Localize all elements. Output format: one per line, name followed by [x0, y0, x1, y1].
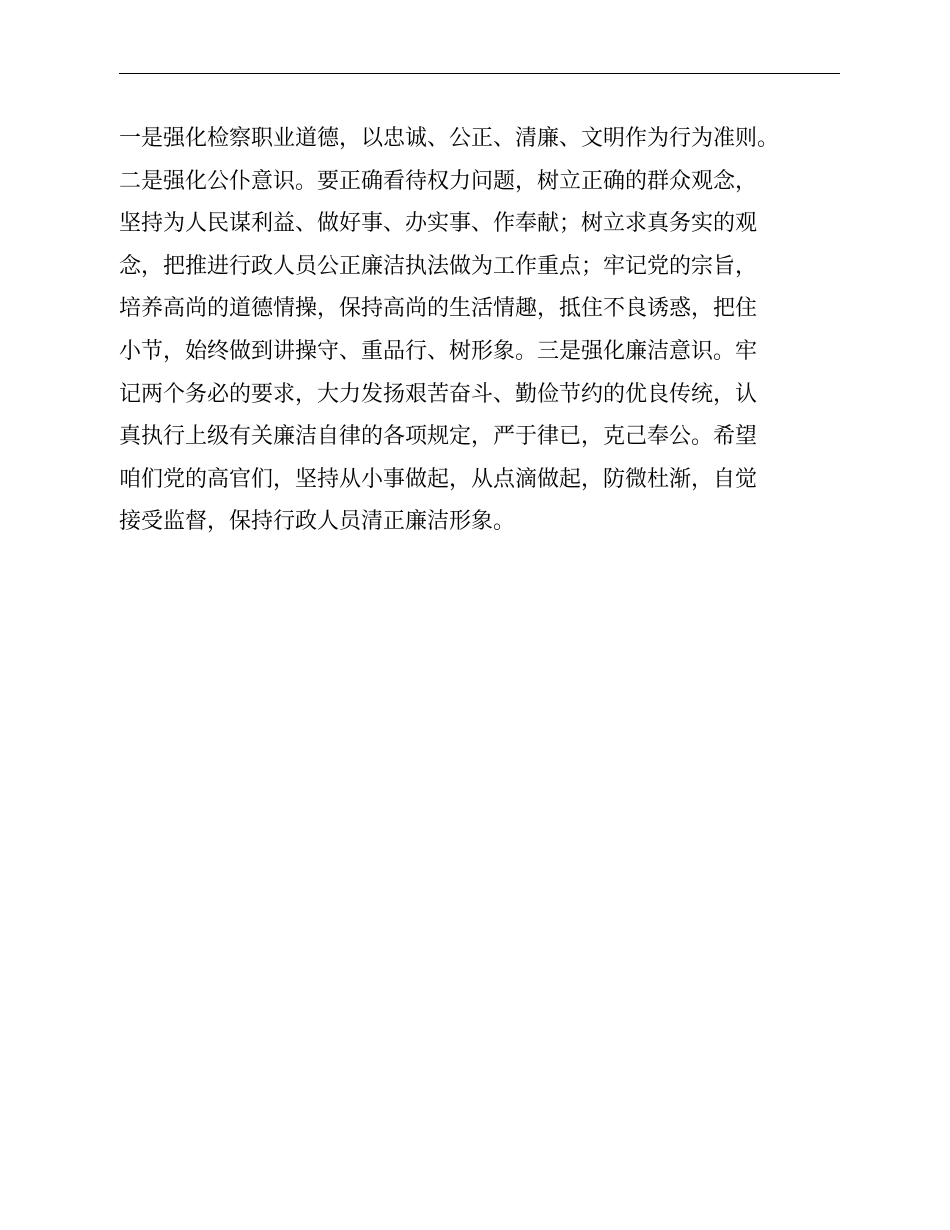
text-line: 二是强化公仆意识。要正确看待权力问题，树立正确的群众观念，	[119, 168, 758, 194]
text-line: 培养高尚的道德情操，保持高尚的生活情趣，抵住不良诱惑，把住	[119, 296, 758, 322]
text-line: 真执行上级有关廉洁自律的各项规定，严于律已，克己奉公。希望	[119, 424, 758, 450]
header-divider	[119, 73, 840, 74]
body-paragraph	[119, 118, 859, 544]
text-line: 记两个务必的要求，大力发扬艰苦奋斗、勤俭节约的优良传统，认	[119, 381, 758, 407]
text-line: 小节，始终做到讲操守、重品行、树形象。三是强化廉洁意识。牢	[119, 338, 758, 364]
text-line: 念，把推进行政人员公正廉洁执法做为工作重点；牢记党的宗旨，	[119, 253, 758, 279]
text-line: 咱们党的高官们，坚持从小事做起，从点滴做起，防微杜渐，自觉	[119, 466, 758, 492]
text-line: 接受监督，保持行政人员清正廉洁形象。	[119, 509, 516, 535]
text-line: 坚持为人民谋利益、做好事、办实事、作奉献；树立求真务实的观	[119, 211, 758, 237]
text-line: 一是强化检察职业道德，以忠诚、公正、清廉、文明作为行为准则。	[119, 126, 780, 151]
